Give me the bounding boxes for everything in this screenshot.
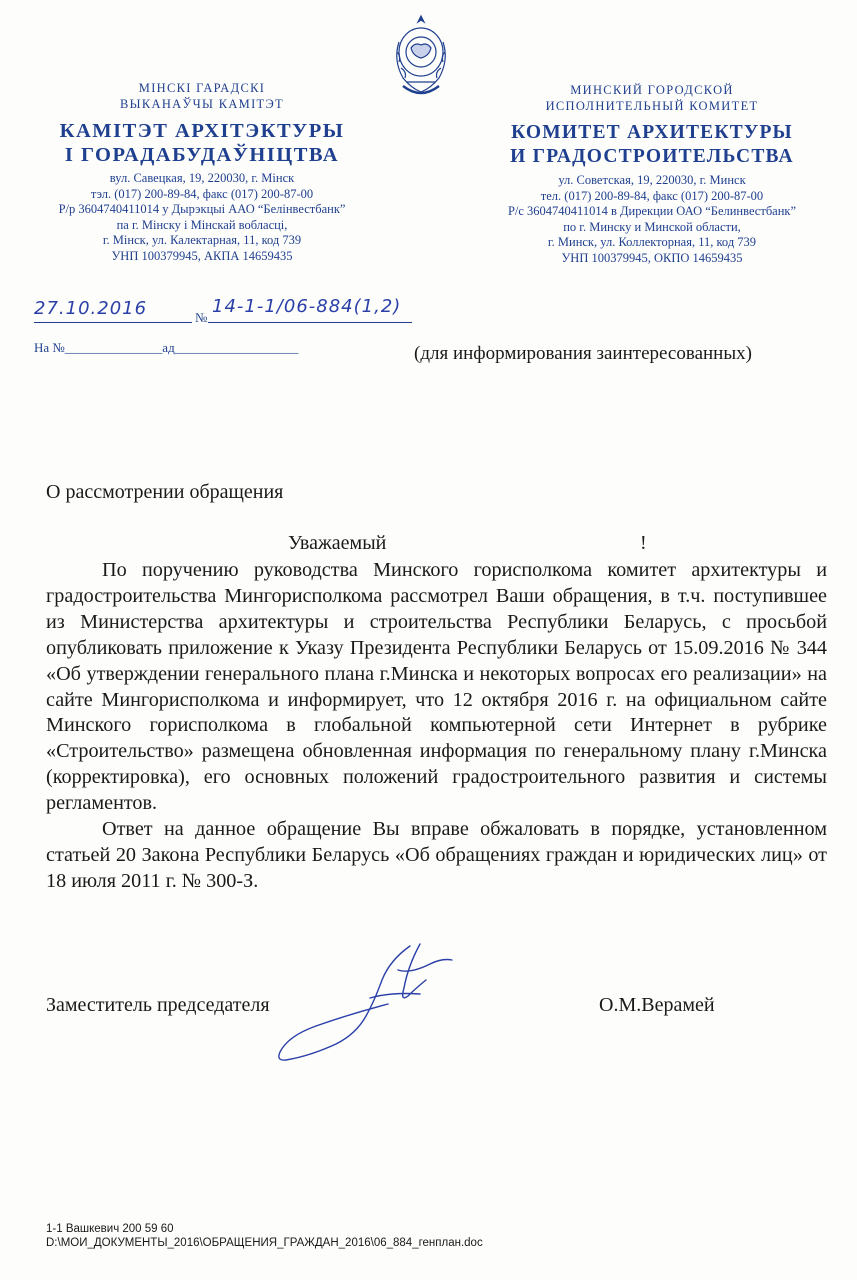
address-line: Р/р 3604740411014 у Дырэкцыі ААО “Белінвестбанк” <box>58 202 346 217</box>
letterhead-left <box>12 80 392 265</box>
org-name-line1: МІНСКІ ГАРАДСКІ <box>138 81 266 95</box>
body-paragraph: По поручению руководства Минского горисполкома комитет архитектуры и градостроительства Мингорисполкома рассмотрел Ваши обращения, в т.ч. поступившее из Министерства архитектуры и строительства Республики Беларусь, с просьбой опубликовать приложение к Указу Президента Республики Беларусь от 15.09.2016 № 344 «Об утверждении генерального плана г.Минска и некоторых вопросах его реализации» на сайте Мингорисполкома и информирует, что 12 октября 2016 г. на официальном сайте Минского горисполкома в глобальной компьютерной сети Интернет в рубрике «Строительство» размещена обновленная информация по генеральному плану г.Минска (корректировка), его основных положений градостроительного развития и системы регламентов. <box>46 559 827 815</box>
number-sign: № <box>195 310 208 325</box>
file-path-line: D:\МОИ_ДОКУМЕНТЫ_2016\ОБРАЩЕНИЯ_ГРАЖДАН_2016\06_884_генплан.doc <box>46 1237 483 1249</box>
address-line: г. Минск, ул. Коллекторная, 11, код 739 <box>547 235 757 250</box>
handwritten-number: 14-1-1/06-884(1,2) <box>212 296 402 317</box>
committee-title-line1: КАМІТЭТ АРХІТЭКТУРЫ <box>59 120 345 142</box>
greeting-exclamation: ! <box>640 532 647 554</box>
address-line: УНП 100379945, АКПА 14659435 <box>111 248 293 263</box>
address-line: по г. Минску и Минской области, <box>563 219 741 234</box>
address-line: УНП 100379945, ОКПО 14659435 <box>561 250 743 265</box>
committee-title-line2: І ГОРАДАБУДАЎНІЦТВА <box>64 144 340 166</box>
executor-line: 1-1 Вашкевич 200 59 60 <box>46 1223 174 1235</box>
address-line: г. Мінск, ул. Калектарная, 11, код 739 <box>102 233 302 248</box>
address-line: па г. Мінску і Мінскай вобласці, <box>116 217 288 232</box>
reference-line: На №_______________ад___________________ <box>34 340 299 355</box>
letter-body <box>46 558 827 895</box>
address-line: вул. Савецкая, 19, 220030, г. Мінск <box>109 171 295 185</box>
body-paragraph: Ответ на данное обращение Вы вправе обжаловать в порядке, установленном статьей 20 Закона Республики Беларусь «Об обращениях граждан и юридических лиц» от 18 июля 2011 г. № 300-З. <box>46 818 827 892</box>
committee-title-line1: КОМИТЕТ АРХИТЕКТУРЫ <box>511 122 793 143</box>
address-line: тэл. (017) 200-89-84, факс (017) 200-87-00 <box>90 186 314 201</box>
letterhead-right <box>452 82 852 267</box>
footer <box>46 1222 483 1250</box>
org-name-line2: ИСПОЛНИТЕЛЬНЫЙ КОМИТЕТ <box>545 99 759 113</box>
state-emblem-icon <box>389 12 453 102</box>
org-name-line2: ВЫКАНАЎЧЫ КАМІТЭТ <box>120 97 284 111</box>
greeting: Уважаемый <box>288 532 387 554</box>
org-name-line1: МИНСКИЙ ГОРОДСКОЙ <box>570 83 734 97</box>
handwritten-date: 27.10.2016 <box>34 298 148 319</box>
address-line: ул. Советская, 19, 220030, г. Минск <box>558 173 746 187</box>
address-line: Р/с 3604740411014 в Дирекции ОАО “Белинвестбанк” <box>507 204 797 219</box>
letter-subject: О рассмотрении обращения <box>46 481 284 503</box>
committee-title-line2: И ГРАДОСТРОИТЕЛЬСТВА <box>510 146 794 167</box>
signer-name: О.М.Верамей <box>599 994 715 1016</box>
handwritten-signature <box>270 940 460 1075</box>
registration-row <box>34 296 414 330</box>
info-note: (для информирования заинтересованных) <box>414 343 752 364</box>
signer-title: Заместитель председателя <box>46 994 270 1016</box>
address-line: тел. (017) 200-89-84, факс (017) 200-87-00 <box>540 188 764 203</box>
